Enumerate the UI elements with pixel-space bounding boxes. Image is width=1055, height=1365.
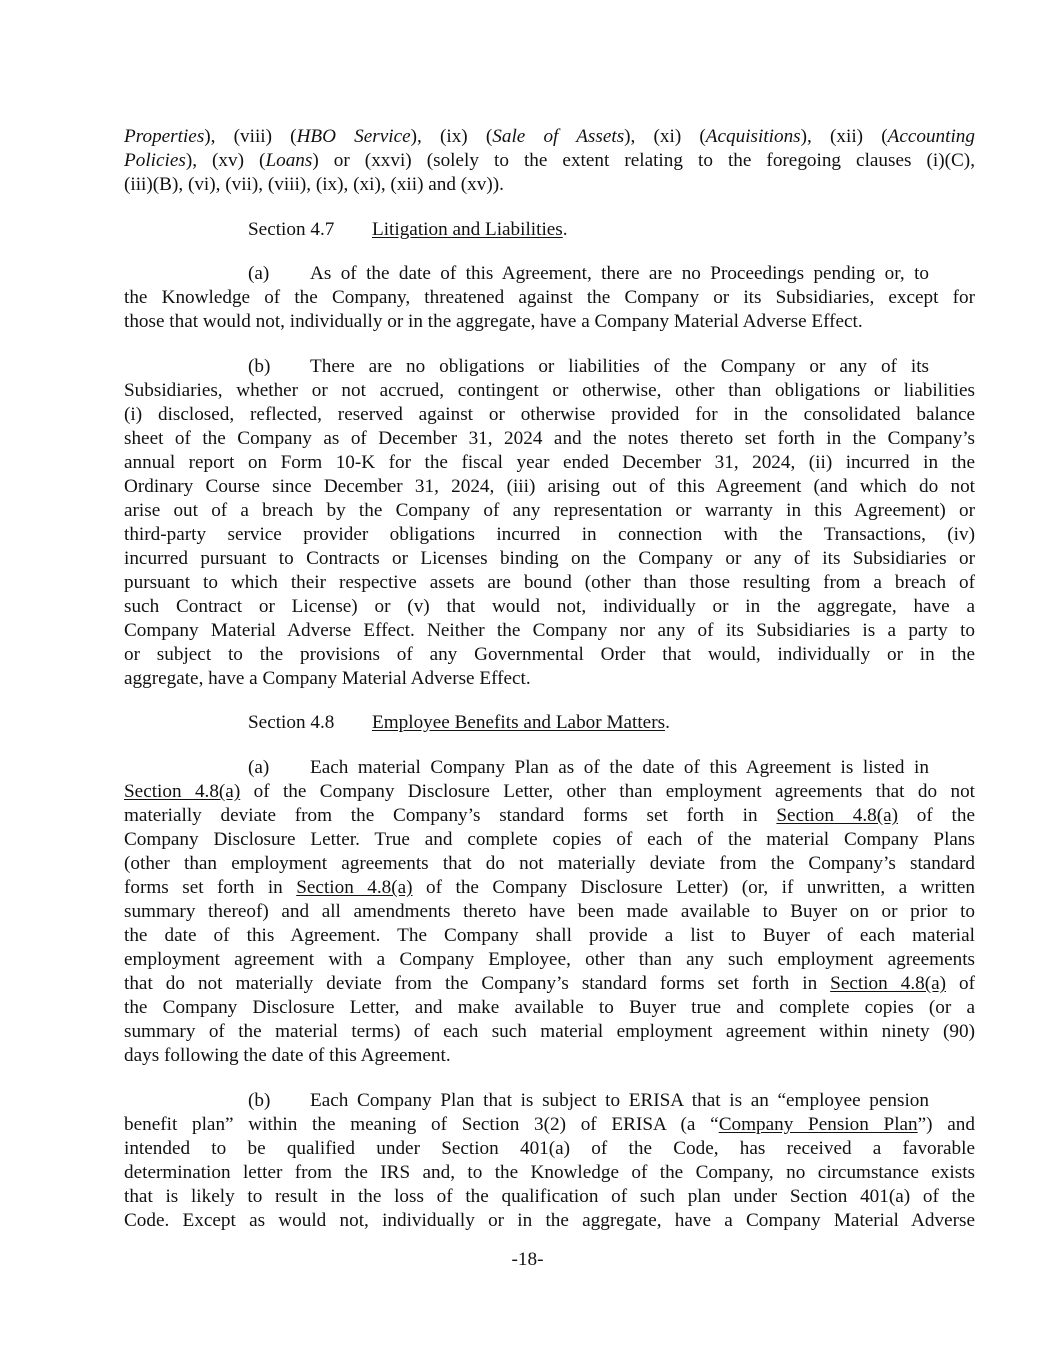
- para-4-8-a-line: forms set forth in Section 4.8(a) of the Company Disclosure Letter) (or, if unwritten, a written: [124, 877, 975, 898]
- carry-over-line-2: Policies), (xv) (Loans) or (xxvi) (solely to the extent relating to the foregoing clauses (i)(C),: [124, 150, 975, 171]
- para-4-7-b-line: (i) disclosed, reflected, reserved against or otherwise provided for in the consolidated balance: [124, 404, 975, 425]
- para-4-7-a-line: those that would not, individually or in the aggregate, have a Company Material Adverse Effect.: [124, 311, 863, 332]
- para-4-8-a-line: that do not materially deviate from the Company’s standard forms set forth in Section 4.8(a) of: [124, 973, 976, 994]
- section-4-8a-reference: Section 4.8(a): [296, 877, 413, 898]
- para-4-7-b-line: There are no obligations or liabilities of the Company or any of its: [310, 356, 929, 377]
- para-4-7-a-line: the Knowledge of the Company, threatened against the Company or its Subsidiaries, except for: [124, 287, 975, 308]
- para-4-7-b-line: annual report on Form 10-K for the fiscal year ended December 31, 2024, (ii) incurred in the: [124, 452, 975, 473]
- para-4-7-b-line: or subject to the provisions of any Governmental Order that would, individually or in the: [124, 644, 975, 665]
- para-4-8-a-line: the Company Disclosure Letter, and make available to Buyer true and complete copies (or a: [124, 997, 975, 1018]
- company-pension-plan-term: Company Pension Plan: [718, 1114, 918, 1135]
- para-4-8-a-line: summary thereof) and all amendments thereto have been made available to Buyer on or prior to: [124, 901, 975, 922]
- para-4-7-a-label: (a): [248, 263, 270, 284]
- para-4-8-a-line: Section 4.8(a) of the Company Disclosure Letter, other than employment agreements that do not: [124, 781, 975, 802]
- section-4-8a-reference: Section 4.8(a): [830, 973, 947, 994]
- para-4-7-b-label: (b): [248, 356, 271, 377]
- para-4-7-b-line: third-party service provider obligations incurred in connection with the Transactions, (iv): [124, 524, 975, 545]
- section-4-8-title: Employee Benefits and Labor Matters: [372, 712, 666, 733]
- para-4-8-b-line: that is likely to result in the loss of the qualification of such plan under Section 401(a) of the: [124, 1186, 975, 1207]
- para-4-8-a-line: the date of this Agreement. The Company shall provide a list to Buyer of each material: [124, 925, 975, 946]
- para-4-8-b-label: (b): [248, 1090, 271, 1111]
- section-4-7-number: Section 4.7: [248, 219, 335, 240]
- para-4-8-a-line: Company Disclosure Letter. True and complete copies of each of the material Company Plans: [124, 829, 975, 850]
- carry-over-line-3: (iii)(B), (vi), (vii), (viii), (ix), (xi), (xii) and (xv)).: [124, 174, 504, 195]
- para-4-7-b-line: arise out of a breach by the Company of any representation or warranty in this Agreement) or: [124, 500, 975, 521]
- para-4-7-b-line: pursuant to which their respective assets are bound (other than those resulting from a breach of: [124, 572, 975, 593]
- section-4-8a-reference: Section 4.8(a): [776, 805, 898, 826]
- para-4-7-b-line: incurred pursuant to Contracts or Licenses binding on the Company or any of its Subsidiaries or: [124, 548, 975, 569]
- para-4-8-a-line: (other than employment agreements that do not materially deviate from the Company’s standard: [124, 853, 975, 874]
- section-4-8a-reference: Section 4.8(a): [124, 781, 241, 802]
- para-4-8-a-line: summary of the material terms) of each such material employment agreement within ninety (90): [124, 1021, 975, 1042]
- para-4-8-b-line: intended to be qualified under Section 401(a) of the Code, has received a favorable: [124, 1138, 975, 1159]
- para-4-8-a-line: days following the date of this Agreement.: [124, 1045, 451, 1066]
- para-4-7-b-line: Ordinary Course since December 31, 2024, (iii) arising out of this Agreement (and which do not: [124, 476, 975, 497]
- para-4-7-b-line: Subsidiaries, whether or not accrued, contingent or otherwise, other than obligations or liabilities: [124, 380, 975, 401]
- para-4-8-a-line: Each material Company Plan as of the date of this Agreement is listed in: [310, 757, 929, 778]
- section-4-7-heading: Litigation and Liabilities.: [372, 219, 568, 240]
- section-4-7-title: Litigation and Liabilities: [372, 219, 563, 240]
- section-4-8-heading: Employee Benefits and Labor Matters.: [372, 712, 670, 733]
- para-4-8-a-label: (a): [248, 757, 270, 778]
- para-4-7-b-line: aggregate, have a Company Material Adverse Effect.: [124, 668, 531, 689]
- para-4-8-b-line: determination letter from the IRS and, to the Knowledge of the Company, no circumstance exists: [124, 1162, 975, 1183]
- para-4-7-b-line: Company Material Adverse Effect. Neither the Company nor any of its Subsidiaries is a party to: [124, 620, 975, 641]
- para-4-8-a-line: materially deviate from the Company’s standard forms set forth in Section 4.8(a) of the: [124, 805, 975, 826]
- section-4-8-number: Section 4.8: [248, 712, 335, 733]
- page-number: -18-: [511, 1249, 544, 1270]
- para-4-8-b-line: Code. Except as would not, individually or in the aggregate, have a Company Material Adverse: [124, 1210, 975, 1231]
- para-4-8-b-line: benefit plan” within the meaning of Section 3(2) of ERISA (a “Company Pension Plan”) and: [124, 1114, 975, 1135]
- carry-over-line-1: Properties), (viii) (HBO Service), (ix) (Sale of Assets), (xi) (Acquisitions), (xii) (Accounting: [124, 126, 975, 147]
- para-4-7-b-line: sheet of the Company as of December 31, 2024 and the notes thereto set forth in the Company’s: [124, 428, 975, 449]
- para-4-8-a-line: employment agreement with a Company Employee, other than any such employment agreements: [124, 949, 975, 970]
- para-4-8-b-line: Each Company Plan that is subject to ERISA that is an “employee pension: [310, 1090, 929, 1111]
- para-4-7-b-line: such Contract or License) or (v) that would not, individually or in the aggregate, have a: [124, 596, 975, 617]
- para-4-7-a-line: As of the date of this Agreement, there are no Proceedings pending or, to: [310, 263, 929, 284]
